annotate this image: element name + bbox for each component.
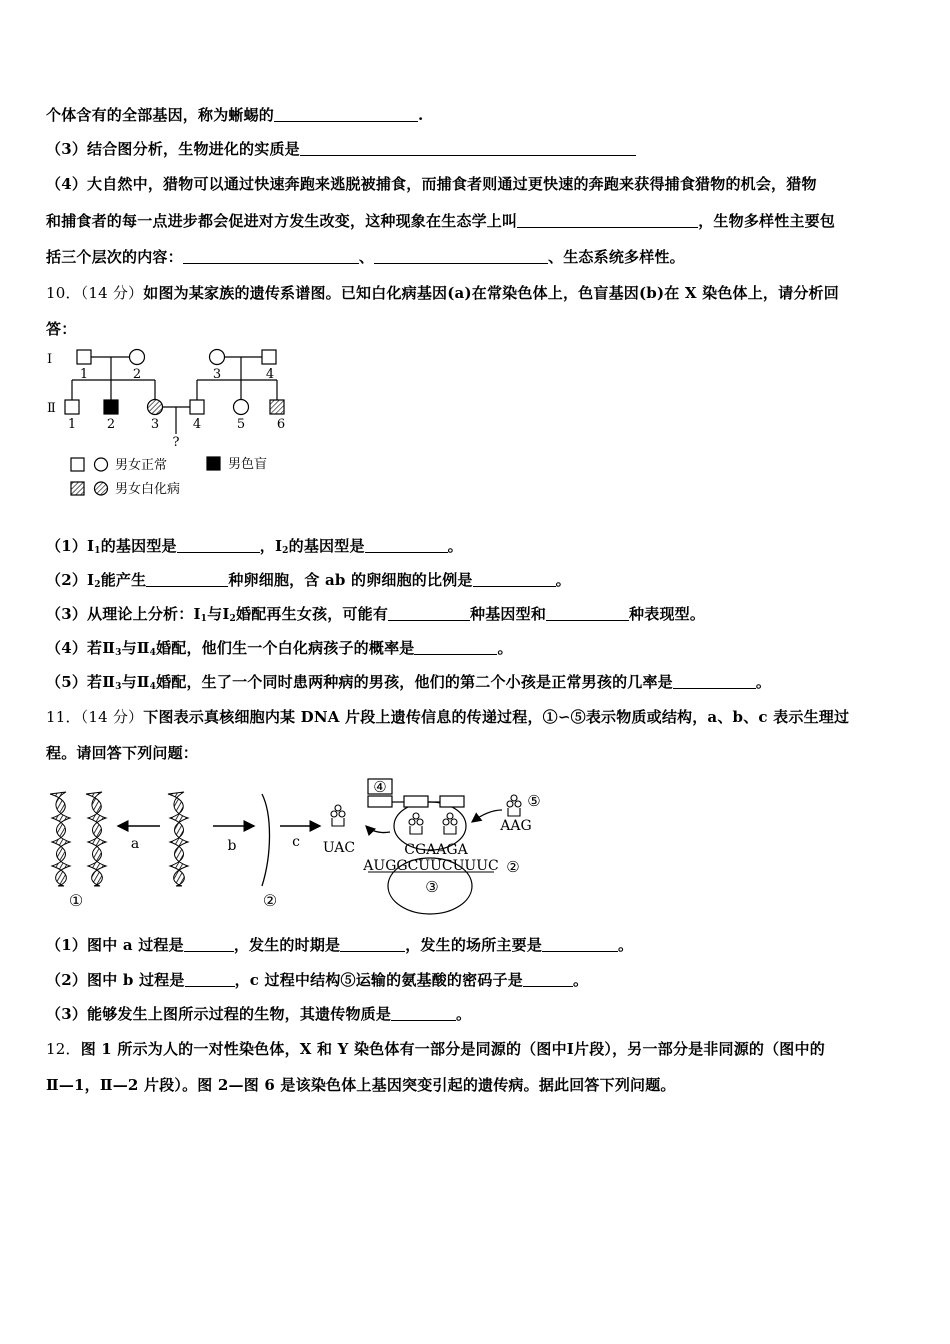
q10-p2-end: 。 (555, 571, 571, 589)
q10-part1 (46, 535, 463, 556)
trna-anticodons: CGAAGA (404, 842, 468, 858)
II-5-label: 5 (236, 417, 246, 432)
answer-blank[interactable] (517, 212, 698, 228)
I-3-female-normal (210, 350, 225, 365)
q10-number: 10．（14 分） (46, 284, 144, 302)
q11-stem (46, 706, 849, 727)
gene-expression-diagram (40, 774, 560, 919)
subscript: 2 (282, 546, 289, 556)
answer-blank[interactable] (388, 605, 470, 621)
structure-1-label: ① (68, 891, 84, 910)
II-4-male-normal (190, 400, 204, 414)
I-1-label: 1 (79, 367, 89, 382)
structure-2-mrna-label: ② (506, 858, 520, 876)
q9-q4-sep: 、 (358, 248, 375, 266)
q10-p4-text: （4）若Ⅱ (46, 639, 116, 657)
q10-p3-text: （3）从理论上分析：Ⅰ (46, 605, 201, 623)
I-1-male-normal (77, 350, 91, 364)
q10-p1-text-4: 的基因型是 (288, 537, 365, 555)
q9-q4-text-4: 括三个层次的内容： (46, 248, 183, 266)
q10-p3-text-3: 婚配再生女孩，可能有 (236, 605, 389, 623)
q10-stem-text-2: 答： (46, 320, 77, 338)
unknown-child-label: ? (172, 435, 180, 450)
q10-p2-text: （2）Ⅰ (46, 571, 95, 589)
II-6-male-albino (270, 400, 284, 414)
q11-p2-text-2: ，c 过程中结构⑤运输的氨基酸的密码子是 (234, 971, 523, 989)
q10-p1-text-2: 的基因型是 (100, 537, 177, 555)
answer-blank[interactable] (340, 936, 405, 952)
q9-line1-text: 个体含有的全部基因，称为蜥蜴的 (46, 106, 275, 124)
q10-p5-text: （5）若Ⅱ (46, 673, 116, 691)
answer-blank[interactable] (473, 571, 556, 587)
q11-p1-text-2: ，发生的时期是 (233, 936, 341, 954)
answer-blank[interactable] (374, 248, 548, 264)
answer-blank[interactable] (391, 1005, 456, 1021)
II-4-label: 4 (192, 417, 202, 432)
answer-blank[interactable] (183, 248, 359, 264)
q9-line3 (46, 173, 817, 194)
mrna-sequence: AUGGCUUCUUUC (363, 858, 499, 874)
q9-q4-text-2: 和捕食者的每一点进步都会促进对方发生改变，这种现象在生态学上叫 (46, 212, 518, 230)
q10-p4-text-3: 婚配，他们生一个白化病孩子的概率是 (156, 639, 415, 657)
q10-p5-end: 。 (755, 673, 772, 691)
q9-q3-text: （3）结合图分析，生物进化的实质是 (46, 140, 300, 158)
q11-number: 11．（14 分） (46, 708, 144, 726)
anticodon-right: AAG (500, 818, 532, 834)
q11-p1-text: （1）图中 a 过程是 (46, 936, 184, 954)
q10-stem (46, 282, 839, 303)
q11-p1-end: 。 (618, 936, 634, 954)
q10-p2-text-3: 种卵细胞，含 ab 的卵细胞的比例是 (228, 571, 473, 589)
q11-p2-text: （2）图中 b 过程是 (46, 971, 185, 989)
q9-line4 (46, 210, 835, 231)
II-3-female-albino (148, 400, 163, 415)
q11-stem-text: 下图表示真核细胞内某 DNA 片段上遗传信息的传递过程，①∽⑤表示物质或结构，a、b、c 表示生理过 (143, 708, 850, 726)
arrow-c-label: c (292, 834, 300, 850)
generation-I-label: Ⅰ (47, 352, 53, 367)
q10-p3-text-4: 种基因型和 (470, 605, 547, 623)
I-4-male-normal (262, 350, 276, 364)
subscript: 1 (94, 546, 101, 556)
pedigree-chart (40, 342, 310, 507)
subscript: 3 (115, 682, 122, 692)
legend-colorblind-text: 男色盲 (228, 457, 268, 472)
q10-part5 (46, 671, 771, 692)
q10-p4-text-2: 与Ⅱ (121, 639, 150, 657)
q12-number: 12． (46, 1040, 81, 1058)
q10-stem-2 (46, 318, 76, 339)
q11-part2 (46, 969, 588, 990)
subscript: 4 (149, 648, 157, 658)
structure-4-label: ④ (373, 778, 387, 796)
q12-stem-2 (46, 1074, 676, 1095)
answer-blank[interactable] (300, 140, 636, 156)
subscript: 3 (115, 648, 122, 658)
q12-stem-text-2: Ⅱ—1，Ⅱ—2 片段）。图 2—图 6 是该染色体上基因突变引起的遗传病。据此回答下列问题。 (46, 1076, 676, 1094)
q10-stem-text: 如图为某家族的遗传系谱图。已知白化病基因(a)在常染色体上，色盲基因(b)在 X 染色体上，请分析回 (143, 284, 839, 302)
q11-p2-end: 。 (572, 971, 589, 989)
answer-blank[interactable] (542, 936, 618, 952)
subscript: 1 (200, 614, 208, 624)
arrow-a-label: a (130, 836, 140, 852)
answer-blank[interactable] (184, 936, 234, 952)
dna-helix-right (168, 792, 188, 886)
q10-p5-text-3: 婚配，生了一个同时患两种病的男孩，他们的第二个小孩是正常男孩的几率是 (156, 673, 673, 691)
q9-q4-text-5: 、生态系统多样性。 (548, 248, 685, 266)
q12-stem (46, 1038, 825, 1059)
q9-line2 (46, 138, 636, 159)
q11-stem-2 (46, 742, 198, 763)
generation-II-label: Ⅱ (47, 401, 56, 416)
q10-part2 (46, 569, 571, 590)
structure-5-label: ⑤ (527, 792, 541, 810)
q11-p3-text: （3）能够发生上图所示过程的生物，其遗传物质是 (46, 1005, 392, 1023)
anticodon-left: UAC (322, 840, 356, 856)
q9-line5 (46, 246, 685, 267)
q12-stem-text: 图 1 所示为人的一对性染色体，X 和 Y 染色体有一部分是同源的（图中Ⅰ片段），另一部分是非同源的（图中的 (80, 1040, 825, 1058)
I-2-label: 2 (132, 367, 142, 382)
legend-albino-text: 男女白化病 (115, 482, 181, 497)
q9-q4-text: （4）大自然中，猎物可以通过快速奔跑来逃脱被捕食，而捕食者则通过更快速的奔跑来获得捕食猎物的机会，猎物 (46, 175, 817, 193)
II-6-label: 6 (276, 417, 286, 432)
q10-p3-text-2: 与Ⅰ (207, 605, 230, 623)
answer-blank[interactable] (177, 537, 260, 553)
q10-part4 (46, 637, 513, 658)
q10-p3-end: 种表现型。 (629, 605, 706, 623)
legend-normal-text: 男女正常 (115, 458, 168, 473)
structure-2-label: ② (262, 891, 278, 910)
answer-blank[interactable] (274, 106, 418, 122)
subscript: 2 (94, 580, 101, 590)
q10-p1-text: （1）Ⅰ (46, 537, 95, 555)
answer-blank[interactable] (185, 971, 235, 987)
q11-part3 (46, 1003, 471, 1024)
answer-blank[interactable] (523, 971, 573, 987)
II-2-label: 2 (106, 417, 116, 432)
subscript: 2 (229, 614, 237, 624)
q11-p3-end: 。 (456, 1005, 472, 1023)
q11-p1-text-3: ，发生的场所主要是 (405, 936, 543, 954)
q9-line1-end: . (418, 106, 424, 124)
answer-blank[interactable] (546, 605, 629, 621)
II-3-label: 3 (150, 417, 160, 432)
dna-helix-left (50, 792, 70, 886)
answer-blank[interactable] (146, 571, 228, 587)
I-4-label: 4 (265, 367, 275, 382)
q11-stem-text-2: 程。请回答下列问题： (46, 744, 199, 762)
dna-helix-middle (86, 792, 106, 886)
II-5-female-normal (234, 400, 249, 415)
q10-p4-end: 。 (497, 639, 513, 657)
I-2-female-normal (130, 350, 145, 365)
answer-blank[interactable] (673, 673, 756, 689)
q10-p5-text-2: 与Ⅱ (121, 673, 150, 691)
answer-blank[interactable] (365, 537, 448, 553)
I-3-label: 3 (212, 367, 222, 382)
q9-line1 (46, 104, 423, 125)
q10-part3 (46, 603, 705, 624)
answer-blank[interactable] (414, 639, 497, 655)
q10-p1-end: 。 (447, 537, 463, 555)
structure-3-label: ③ (425, 878, 439, 896)
q11-part1 (46, 934, 633, 955)
II-1-male-normal (65, 400, 79, 414)
mrna-strand (262, 794, 270, 886)
q9-q4-text-3: ，生物多样性主要包 (698, 212, 836, 230)
II-1-label: 1 (67, 417, 77, 432)
q10-p1-text-3: ，Ⅰ (259, 537, 283, 555)
q10-p2-text-2: 能产生 (100, 571, 147, 589)
subscript: 4 (149, 682, 157, 692)
arrow-b-label: b (227, 838, 237, 854)
II-2-male-colorblind (104, 400, 118, 414)
